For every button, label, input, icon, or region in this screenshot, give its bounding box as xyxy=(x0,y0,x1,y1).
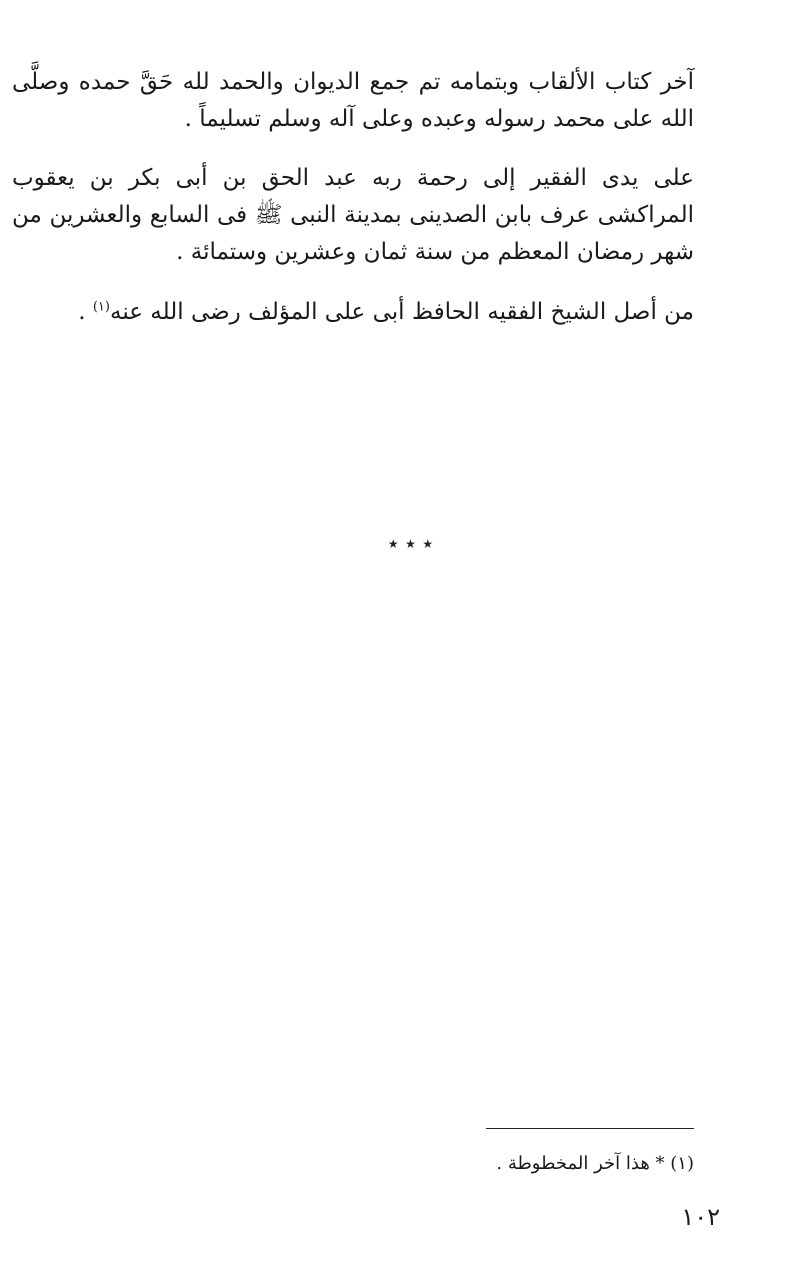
footnote-separator-rule xyxy=(486,1128,694,1129)
paragraph-end-mark: . xyxy=(78,299,93,325)
footnote: (١) * هذا آخر المخطوطة . xyxy=(496,1153,694,1174)
page-number: ١٠٢ xyxy=(681,1203,720,1231)
section-divider-asterisks: ٭ ٭ ٭ xyxy=(387,531,434,555)
paragraph-text: على يدى الفقير إلى رحمة ربه عبد الحق بن أبى بكر بن يعقوب المراكشى عرف بابن الصدينى بمدينة النبى ﷺ فى السابع والعشرين من شهر رمضان المعظم من سنة ثمان وعشرين وستمائة . xyxy=(12,165,694,265)
paragraph-text: آخر كتاب الألقاب وبتمامه تم جمع الديوان والحمد لله حَقَّ حمده وصلَّى الله على محمد رسوله وعبده وعلى آله وسلم تسليماً . xyxy=(12,69,694,132)
paragraph-colophon xyxy=(12,64,694,138)
paragraph-source xyxy=(12,294,694,331)
paragraph-text: من أصل الشيخ الفقيه الحافظ أبى على المؤلف رضى الله عنه xyxy=(109,299,694,325)
footnote-reference: (١) xyxy=(92,299,110,315)
paragraph-scribe xyxy=(12,160,694,271)
